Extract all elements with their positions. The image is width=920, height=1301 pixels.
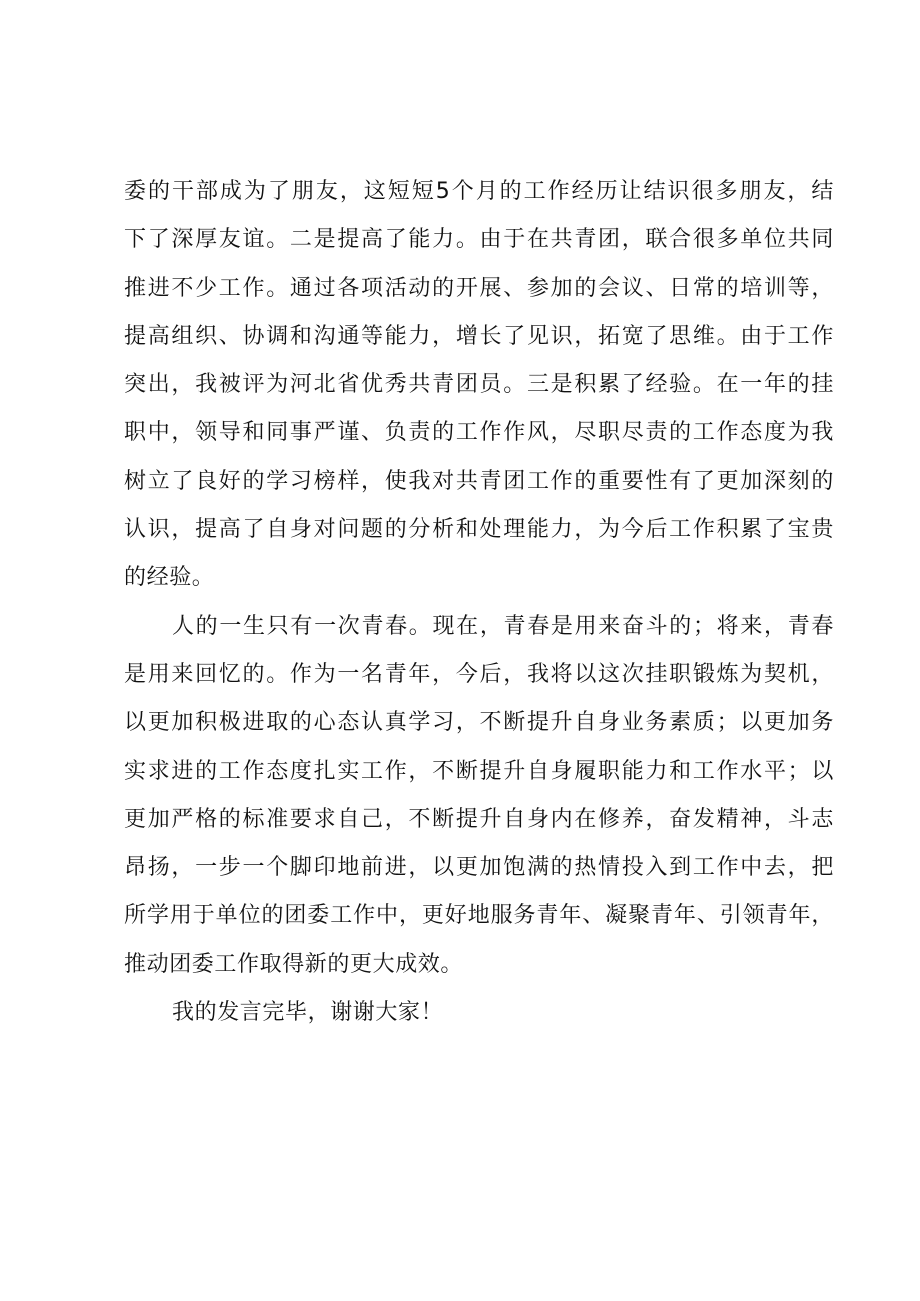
text-line: 委的干部成为了朋友，这短短5个月的工作经历让结识很多朋友，结 — [124, 179, 834, 204]
text-line: 树立了良好的学习榜样，使我对共青团工作的重要性有了更加深刻的 — [124, 468, 834, 494]
text-line: 下了深厚友谊。二是提高了能力。由于在共青团，联合很多单位共同 — [124, 227, 834, 253]
text-line: 我的发言完毕，谢谢大家！ — [172, 1000, 444, 1026]
text-line: 认识，提高了自身对问题的分析和处理能力，为今后工作积累了宝贵 — [124, 517, 834, 543]
text-line: 突出，我被评为河北省优秀共青团员。三是积累了经验。在一年的挂 — [124, 372, 834, 398]
text-line: 更加严格的标准要求自己，不断提升自身内在修养，奋发精神，斗志 — [124, 806, 834, 832]
text-line: 所学用于单位的团委工作中，更好地服务青年、凝聚青年、引领青年， — [124, 903, 834, 929]
text-line: 是用来回忆的。作为一名青年，今后，我将以这次挂职锻炼为契机， — [124, 661, 834, 687]
paragraph-2 — [124, 603, 834, 989]
text-line: 推进不少工作。通过各项活动的开展、参加的会议、日常的培训等， — [124, 275, 834, 301]
text-line: 的经验。 — [124, 565, 215, 591]
text-line: 提高组织、协调和沟通等能力，增长了见识，拓宽了思维。由于工作 — [124, 323, 834, 349]
text-line: 人的一生只有一次青春。现在，青春是用来奋斗的；将来，青春 — [172, 613, 834, 639]
text-line: 推动团委工作取得新的更大成效。 — [124, 951, 464, 977]
paragraph-1 — [124, 168, 834, 603]
text-line: 以更加积极进取的心态认真学习，不断提升自身业务素质；以更加务 — [124, 710, 834, 736]
document-body — [124, 168, 834, 1037]
text-line: 职中，领导和同事严谨、负责的工作作风，尽职尽责的工作态度为我 — [124, 420, 834, 446]
text-line: 昂扬，一步一个脚印地前进，以更加饱满的热情投入到工作中去，把 — [124, 855, 834, 881]
paragraph-3 — [124, 989, 834, 1037]
text-line: 实求进的工作态度扎实工作，不断提升自身履职能力和工作水平；以 — [124, 758, 834, 784]
